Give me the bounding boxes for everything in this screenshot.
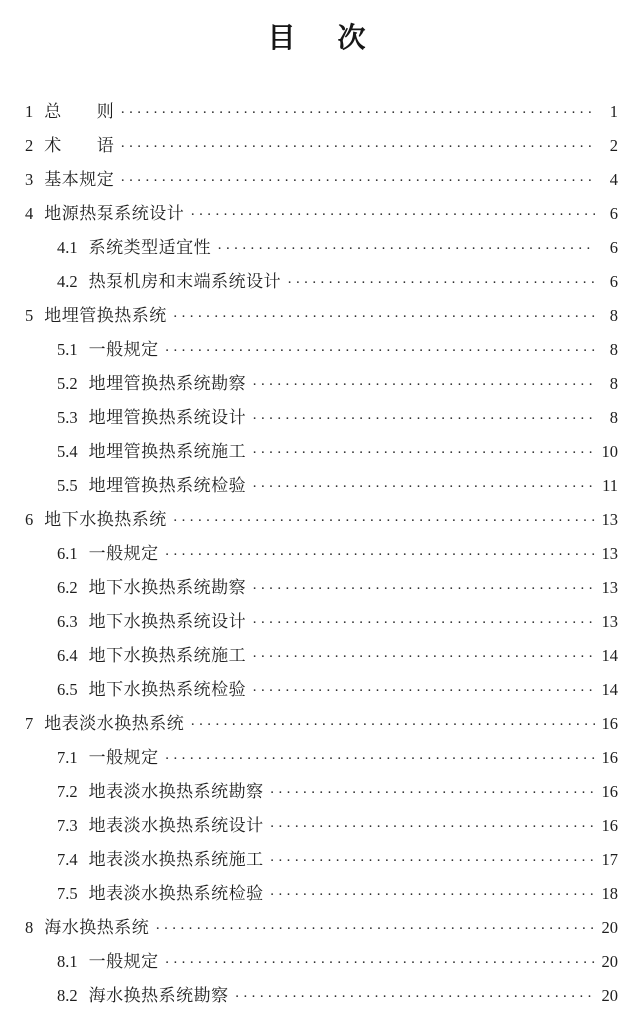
toc-page-number: 20 [601, 917, 618, 937]
toc-entry-label: 地表淡水换热系统检验 [88, 883, 264, 903]
toc-entry-number: 5.1 [57, 339, 78, 359]
toc-entry [0, 843, 640, 877]
toc-entry-number: 7.5 [57, 883, 78, 903]
toc-entry-number: 5 [25, 305, 34, 325]
toc-entry-label: 地埋管换热系统勘察 [88, 373, 247, 393]
toc-entry-label: 地下水换热系统勘察 [88, 577, 247, 597]
toc-entry [0, 673, 640, 707]
toc-entry-label: 一般规定 [88, 543, 159, 563]
page-title: 目 次 [267, 23, 373, 54]
toc-entry-label: 地埋管换热系统检验 [88, 475, 247, 495]
toc-entry [0, 707, 640, 741]
toc-entry-label: 热泵机房和末端系统设计 [88, 271, 282, 291]
toc-entry-label: 系统类型适宜性 [88, 237, 212, 257]
toc-list [0, 95, 640, 1013]
toc-entry-number: 7.1 [57, 747, 78, 767]
toc-leader-dots [287, 266, 595, 300]
toc-page-number: 16 [601, 781, 618, 801]
toc-leader-dots [252, 470, 595, 504]
toc-entry-label: 地埋管换热系统施工 [88, 441, 247, 461]
toc-leader-dots [173, 300, 595, 334]
toc-entry-number: 6.3 [57, 611, 78, 631]
toc-leader-dots [270, 810, 595, 844]
toc-leader-dots [190, 708, 595, 742]
toc-page-number: 13 [601, 577, 618, 597]
toc-page-number: 20 [601, 951, 618, 971]
toc-entry-number: 7.3 [57, 815, 78, 835]
toc-entry-number: 6.1 [57, 543, 78, 563]
toc-entry-number: 2 [25, 135, 34, 155]
toc-leader-dots [173, 504, 595, 538]
toc-page-number: 6 [609, 203, 618, 223]
toc-entry-label: 一般规定 [88, 747, 159, 767]
toc-entry-label: 地表淡水换热系统 [44, 713, 185, 733]
toc-page-number: 6 [609, 271, 618, 291]
toc-page-number: 14 [601, 679, 618, 699]
toc-entry-number: 5.2 [57, 373, 78, 393]
toc-leader-dots [252, 436, 595, 470]
toc-entry-label: 地下水换热系统检验 [88, 679, 247, 699]
toc-entry-number: 4 [25, 203, 34, 223]
toc-entry-label: 基本规定 [44, 169, 115, 189]
toc-entry-label: 地源热泵系统设计 [44, 203, 185, 223]
toc-page-number: 8 [609, 305, 618, 325]
toc-page-number: 20 [601, 985, 618, 1005]
toc-page-number: 2 [609, 135, 618, 155]
toc-entry-label: 海水换热系统 [44, 917, 150, 937]
toc-entry [0, 605, 640, 639]
toc-leader-dots [252, 606, 595, 640]
toc-leader-dots [270, 844, 595, 878]
toc-entry-label: 一般规定 [88, 951, 159, 971]
toc-leader-dots [190, 198, 595, 232]
toc-entry-number: 5.5 [57, 475, 78, 495]
toc-entry-label: 地下水换热系统施工 [88, 645, 247, 665]
toc-leader-dots [252, 402, 595, 436]
toc-entry-number: 8 [25, 917, 34, 937]
toc-entry [0, 95, 640, 129]
toc-entry [0, 367, 640, 401]
toc-entry [0, 299, 640, 333]
toc-entry [0, 741, 640, 775]
toc-entry [0, 435, 640, 469]
toc-entry-number: 7.4 [57, 849, 78, 869]
toc-entry [0, 129, 640, 163]
toc-entry-label: 地下水换热系统 [44, 509, 167, 529]
toc-entry [0, 911, 640, 945]
toc-entry-number: 4.2 [57, 271, 78, 291]
toc-entry-label: 地表淡水换热系统设计 [88, 815, 264, 835]
toc-entry-label: 地埋管换热系统 [44, 305, 167, 325]
toc-entry-number: 7 [25, 713, 34, 733]
toc-page-number: 4 [609, 169, 618, 189]
toc-page-number: 6 [609, 237, 618, 257]
toc-page-number: 16 [601, 747, 618, 767]
toc-entry [0, 197, 640, 231]
toc-entry [0, 333, 640, 367]
toc-leader-dots [252, 674, 595, 708]
toc-entry [0, 537, 640, 571]
toc-entry-label: 一般规定 [88, 339, 159, 359]
toc-entry [0, 231, 640, 265]
toc-page-number: 18 [601, 883, 618, 903]
toc-leader-dots [120, 130, 595, 164]
toc-leader-dots [235, 980, 595, 1014]
toc-entry-number: 6.5 [57, 679, 78, 699]
toc-entry-number: 1 [25, 101, 34, 121]
toc-leader-dots [120, 164, 595, 198]
toc-page-number: 13 [601, 509, 618, 529]
toc-page-number: 1 [609, 101, 618, 121]
toc-entry [0, 877, 640, 911]
toc-leader-dots [252, 572, 595, 606]
toc-page-number: 17 [601, 849, 618, 869]
toc-entry [0, 503, 640, 537]
toc-page-number: 10 [601, 441, 618, 461]
toc-entry-number: 5.4 [57, 441, 78, 461]
toc-entry-number: 4.1 [57, 237, 78, 257]
toc-page-number: 8 [609, 339, 618, 359]
toc-entry [0, 571, 640, 605]
toc-entry [0, 979, 640, 1013]
toc-entry-number: 6.4 [57, 645, 78, 665]
toc-entry-number: 8.1 [57, 951, 78, 971]
toc-entry-label: 海水换热系统勘察 [88, 985, 229, 1005]
toc-entry-number: 6 [25, 509, 34, 529]
toc-page-number: 16 [601, 815, 618, 835]
toc-entry-number: 5.3 [57, 407, 78, 427]
toc-entry [0, 809, 640, 843]
toc-page-number: 14 [601, 645, 618, 665]
toc-entry-label: 地表淡水换热系统施工 [88, 849, 264, 869]
toc-entry [0, 469, 640, 503]
toc-entry [0, 945, 640, 979]
toc-page-number: 13 [601, 611, 618, 631]
toc-leader-dots [165, 538, 595, 572]
toc-leader-dots [270, 878, 595, 912]
toc-page-number: 8 [609, 373, 618, 393]
toc-leader-dots [252, 640, 595, 674]
toc-entry-label: 地埋管换热系统设计 [88, 407, 247, 427]
toc-entry-number: 7.2 [57, 781, 78, 801]
toc-leader-dots [165, 742, 595, 776]
toc-entry [0, 163, 640, 197]
toc-entry-number: 3 [25, 169, 34, 189]
toc-leader-dots [120, 96, 595, 130]
toc-leader-dots [217, 232, 595, 266]
toc-entry-number: 8.2 [57, 985, 78, 1005]
toc-page-number: 11 [602, 475, 618, 495]
toc-entry-label: 地表淡水换热系统勘察 [88, 781, 264, 801]
toc-entry [0, 401, 640, 435]
toc-entry-label: 术 语 [44, 135, 115, 155]
toc-entry-label: 总 则 [44, 101, 115, 121]
toc-leader-dots [155, 912, 595, 946]
toc-entry [0, 775, 640, 809]
toc-leader-dots [252, 368, 595, 402]
toc-page-number: 8 [609, 407, 618, 427]
toc-entry-number: 6.2 [57, 577, 78, 597]
toc-entry [0, 639, 640, 673]
toc-leader-dots [165, 334, 595, 368]
toc-leader-dots [270, 776, 595, 810]
toc-page-number: 16 [601, 713, 618, 733]
toc-entry [0, 265, 640, 299]
toc-leader-dots [165, 946, 595, 980]
toc-entry-label: 地下水换热系统设计 [88, 611, 247, 631]
toc-page-number: 13 [601, 543, 618, 563]
